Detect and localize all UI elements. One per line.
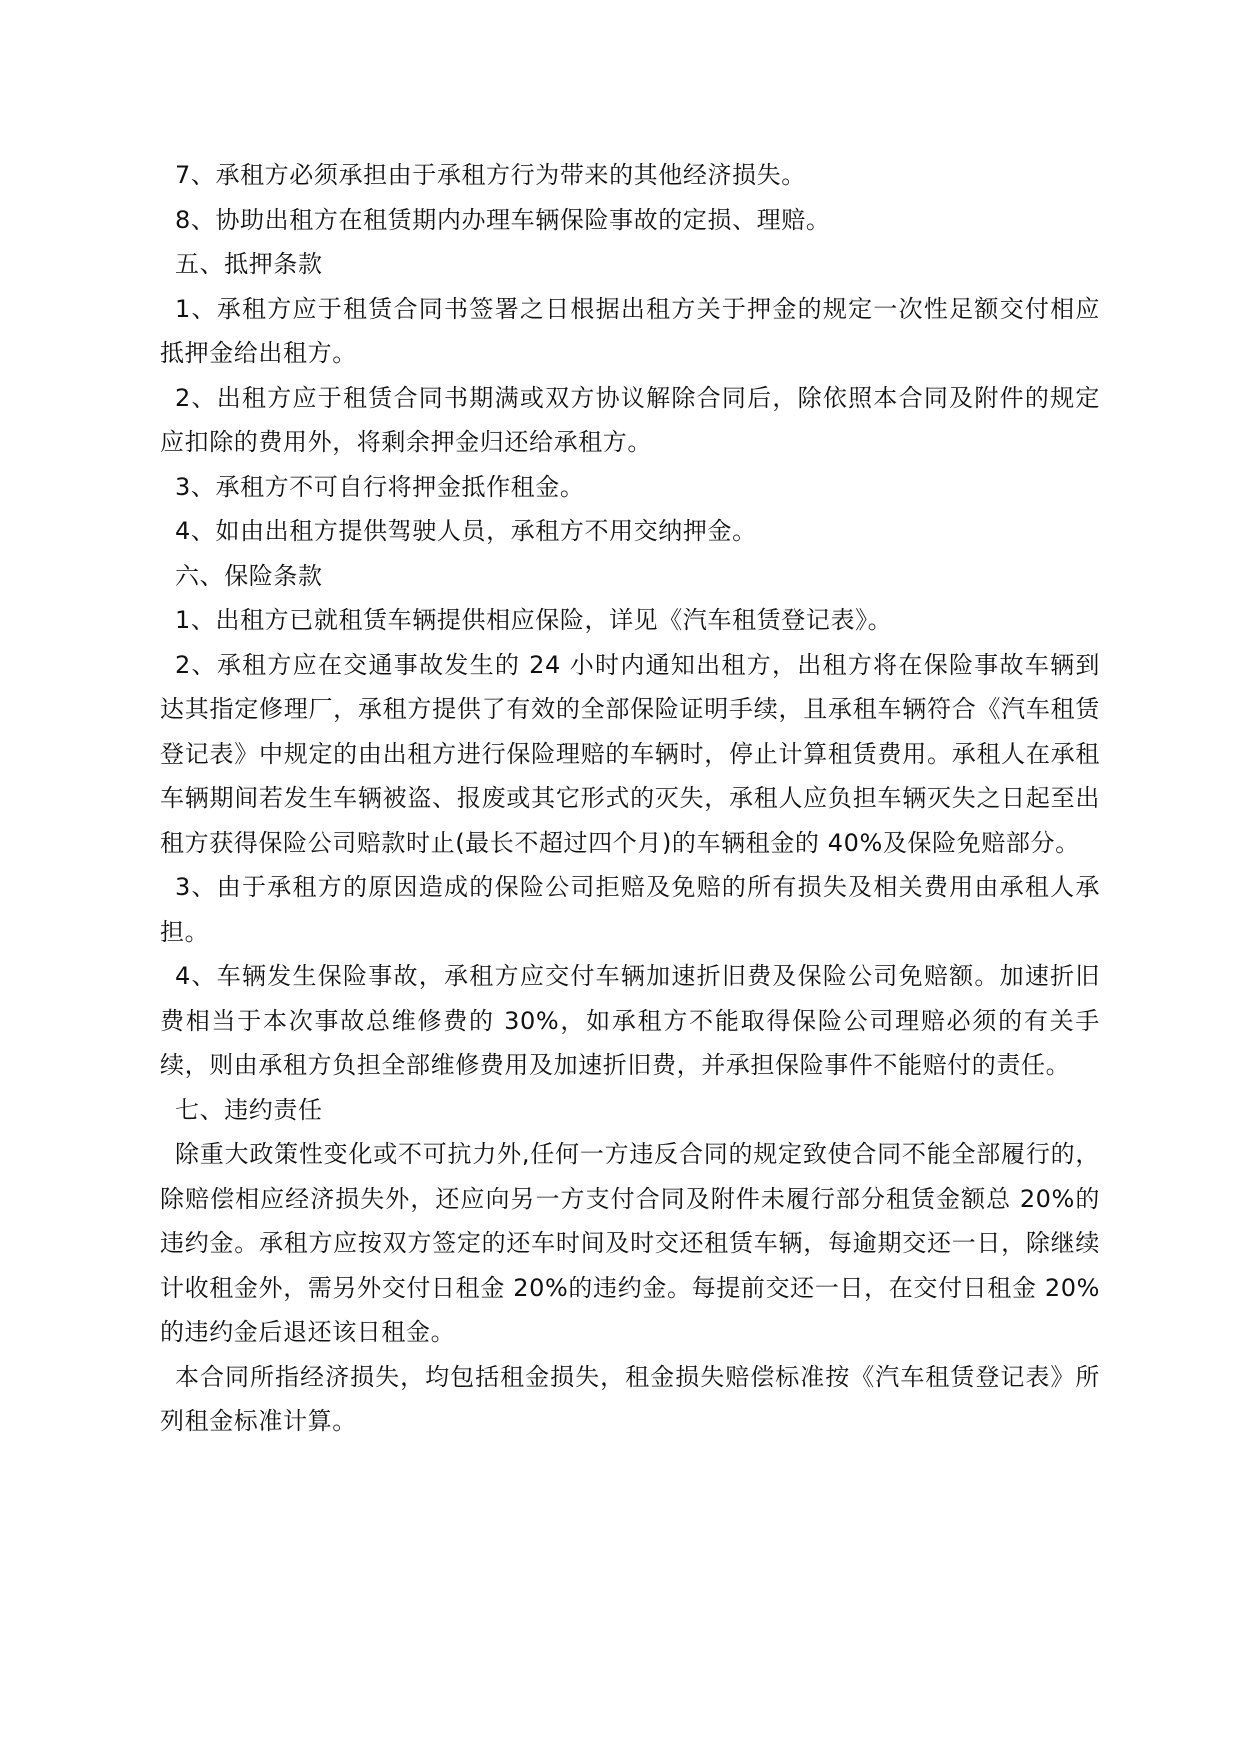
section-heading-insurance: 六、保险条款 <box>175 561 323 590</box>
section-heading-breach: 七、违约责任 <box>175 1095 323 1124</box>
clause-8-insurance-assist: 8、协助出租方在租赁期内办理车辆保险事故的定损、理赔。 <box>175 205 831 234</box>
breach-clause-body: 除重大政策性变化或不可抗力外,任何一方违反合同的规定致使合同不能全部履行的，除赔偿相应经济损失外，还应向另一方支付合同及附件未履行部分租赁金额总 20%的违约金。承租方应按双方签定的还车时间及时交还租赁车辆，每逾期交还一日，除继续计收租金外，需另外交付日租金 20%的违约金。每提前交还一日，在交付日租金 20%的违约金后退还该日租金。 <box>160 1140 1100 1346</box>
insurance-clause-1: 1、出租方已就租赁车辆提供相应保险，详见《汽车租赁登记表》。 <box>175 606 893 634</box>
document-page <box>160 153 1100 1444</box>
insurance-clause-3: 3、由于承租方的原因造成的保险公司拒赔及免赔的所有损失及相关费用由承租人承担。 <box>160 873 1100 946</box>
section-heading-mortgage: 五、抵押条款 <box>175 250 323 278</box>
insurance-clause-4: 4、车辆发生保险事故，承租方应交付车辆加速折旧费及保险公司免赔额。加速折旧费相当于本次事故总维修费的 30%，如承租方不能取得保险公司理赔必须的有关手续，则由承租方负担全部维修费用及加速折旧费，并承担保险事件不能赔付的责任。 <box>160 962 1100 1079</box>
mortgage-clause-3: 3、承租方不可自行将押金抵作租金。 <box>175 472 585 501</box>
clause-7-tenant-losses: 7、承租方必须承担由于承租方行为带来的其他经济损失。 <box>175 161 806 189</box>
mortgage-clause-2: 2、出租方应于租赁合同书期满或双方协议解除合同后，除依照本合同及附件的规定应扣除的费用外，将剩余押金归还给承租方。 <box>160 383 1100 456</box>
mortgage-clause-1: 1、承租方应于租赁合同书签署之日根据出租方关于押金的规定一次性足额交付相应抵押金给出租方。 <box>160 294 1100 367</box>
mortgage-clause-4: 4、如由出租方提供驾驶人员，承租方不用交纳押金。 <box>175 517 757 545</box>
insurance-clause-2: 2、承租方应在交通事故发生的 24 小时内通知出租方，出租方将在保险事故车辆到达其指定修理厂，承租方提供了有效的全部保险证明手续，且承租车辆符合《汽车租赁登记表》中规定的由出租方进行保险理赔的车辆时，停止计算租赁费用。承租人在承租车辆期间若发生车辆被盗、报废或其它形式的灭失，承租人应负担车辆灭失之日起至出租方获得保险公司赔款时止(最长不超过四个月)的车辆租金的 40%及保险免赔部分。 <box>160 650 1100 857</box>
economic-loss-definition: 本合同所指经济损失，均包括租金损失，租金损失赔偿标准按《汽车租赁登记表》所列租金标准计算。 <box>160 1362 1100 1435</box>
